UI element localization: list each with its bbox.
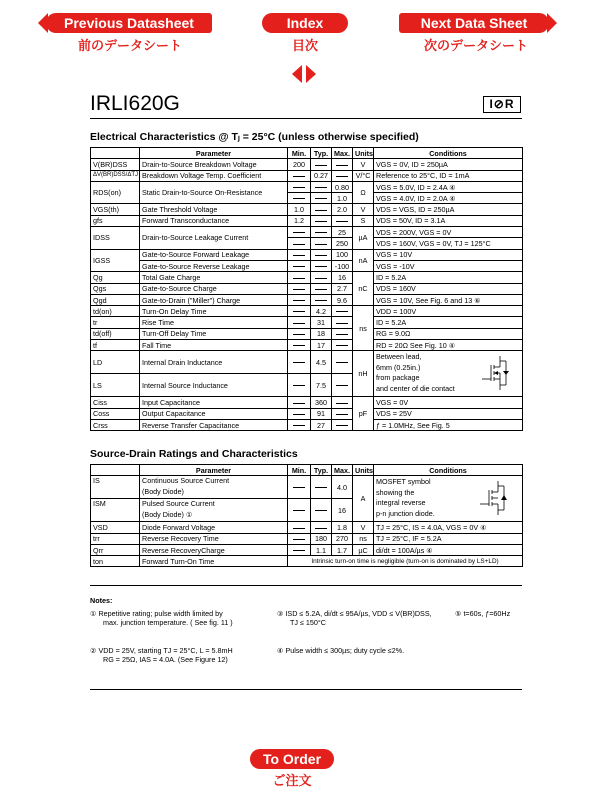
index-jp-link[interactable]: 目次 <box>291 38 318 53</box>
ir-logo: I⊘R <box>483 96 521 113</box>
table-row: V(BR)DSS Drain-to-Source Breakdown Voltage 200 V VGS = 0V, ID = 250µA <box>91 159 523 170</box>
table-row: trr Reverse Recovery Time 180 270 ns TJ = 25°C, IF = 5.2A <box>91 533 523 544</box>
part-number-title: IRLI620G <box>90 92 180 115</box>
table-row: 250 VDS = 160V, VGS = 0V, TJ = 125°C <box>91 238 523 249</box>
table-header-row: Parameter Min. Typ. Max. Units Conditions <box>91 465 523 476</box>
previous-datasheet-button[interactable]: Previous Datasheet <box>46 13 212 33</box>
previous-datasheet-jp-link[interactable]: 前のデータシート <box>77 38 182 53</box>
table-row: LD Internal Drain Inductance 4.5 nH Between lead, 6mm (0.25in.) from package and center of die contact <box>91 351 523 374</box>
to-order-button[interactable]: To Order <box>250 749 334 769</box>
inductance-conditions-cell: Between lead, 6mm (0.25in.) from package and center of die contact <box>374 351 523 397</box>
next-datasheet-jp-link[interactable]: 次のデータシート <box>423 38 528 53</box>
table-row: gfs Forward Transconductance 1.2 S VDS = 50V, ID = 3.1A <box>91 215 523 226</box>
table-row: RDS(on) Static Drain-to-Source On-Resistance 0.80 Ω VGS = 5.0V, ID = 2.4A ④ <box>91 181 523 192</box>
electrical-characteristics-title: Electrical Characteristics @ Tⱼ = 25°C (unless otherwise specified) <box>90 131 419 143</box>
notes-divider-bottom <box>90 689 522 690</box>
table-row: Qg Total Gate Charge 16 nC ID = 5.2A <box>91 272 523 283</box>
table-row: Gate-to-Source Reverse Leakage -100 VGS = -10V <box>91 260 523 271</box>
note-1: ① Repetitive rating; pulse width limited by max. junction temperature. ( See fig. 11 ) <box>90 609 233 627</box>
mosfet-symbol-icon <box>480 355 514 391</box>
table-row: Ciss Input Capacitance 360 pF VGS = 0V <box>91 397 523 408</box>
table-row: Qgd Gate-to-Drain ("Miller") Charge 9.6 VGS = 10V, See Fig. 6 and 13 ⑥ <box>91 294 523 305</box>
note-5: ⑤ t=60s, ƒ=60Hz <box>455 609 511 618</box>
table-row: IS Continuous Source Current (Body Diode) 4.0 A MOSFET symbol showing the integral reverse p-n junction diode. <box>91 476 523 499</box>
table-row: Qrr Reverse RecoveryCharge 1.1 1.7 µC di/dt = 100A/µs ④ <box>91 544 523 555</box>
header-divider <box>90 118 522 119</box>
table-row: td(on) Turn-On Delay Time 4.2 ns VDD = 100V <box>91 306 523 317</box>
table-row: LS Internal Source Inductance 7.5 <box>91 374 523 397</box>
table-row: ton Forward Turn-On Time Intrinsic turn-on time is negligible (turn-on is dominated by LS+LD) <box>91 556 523 567</box>
mosfet-body-diode-icon <box>478 480 512 516</box>
table-row: tf Fall Time 17 RD = 20Ω See Fig. 10 ④ <box>91 340 523 351</box>
table-row: VGS(th) Gate Threshold Voltage 1.0 2.0 V VDS = VGS, ID = 250µA <box>91 204 523 215</box>
next-datasheet-button[interactable]: Next Data Sheet <box>399 13 549 33</box>
electrical-characteristics-table <box>90 147 523 431</box>
source-drain-table <box>90 464 523 567</box>
table-row: ΔV(BR)DSS/ΔTJ Breakdown Voltage Temp. Coefficient 0.27 V/°C Reference to 25°C, ID = 1mA <box>91 170 523 181</box>
table-row: IGSS Gate-to-Source Forward Leakage 100 nA VGS = 10V <box>91 249 523 260</box>
table-row: 1.0 VGS = 4.0V, ID = 2.0A ④ <box>91 193 523 204</box>
table-header-row: Parameter Min. Typ. Max. Units Conditions <box>91 148 523 159</box>
page-nav-arrows-icon[interactable] <box>289 64 319 84</box>
table-row: Crss Reverse Transfer Capacitance 27 ƒ = 1.0MHz, See Fig. 5 <box>91 419 523 430</box>
source-drain-title: Source-Drain Ratings and Characteristics <box>90 448 298 460</box>
table-row: Qgs Gate-to-Source Charge 2.7 VDS = 160V <box>91 283 523 294</box>
notes-title: Notes: <box>90 596 113 605</box>
table-row: Coss Output Capacitance 91 VDS = 25V <box>91 408 523 419</box>
table-row: td(off) Turn-Off Delay Time 18 RG = 9.0Ω <box>91 328 523 339</box>
note-4: ④ Pulse width ≤ 300µs; duty cycle ≤2%. <box>277 646 405 655</box>
index-button[interactable]: Index <box>262 13 348 33</box>
table-row: ISM Pulsed Source Current (Body Diode) ① 16 <box>91 499 523 522</box>
table-row: tr Rise Time 31 ID = 5.2A <box>91 317 523 328</box>
notes-divider-top <box>90 585 522 586</box>
note-2: ② VDD = 25V, starting TJ = 25°C, L = 5.8mH RG = 25Ω, IAS = 4.0A. (See Figure 12) <box>90 646 233 664</box>
table-row: VSD Diode Forward Voltage 1.8 V TJ = 25°C, IS = 4.0A, VGS = 0V ④ <box>91 522 523 533</box>
to-order-jp-link[interactable]: ご注文 <box>272 773 312 788</box>
note-3: ③ ISD ≤ 5.2A, di/dt ≤ 95A/µs, VDD ≤ V(BR)DSS, TJ ≤ 150°C <box>277 609 432 627</box>
table-row: IDSS Drain-to-Source Leakage Current 25 µA VDS = 200V, VGS = 0V <box>91 227 523 238</box>
